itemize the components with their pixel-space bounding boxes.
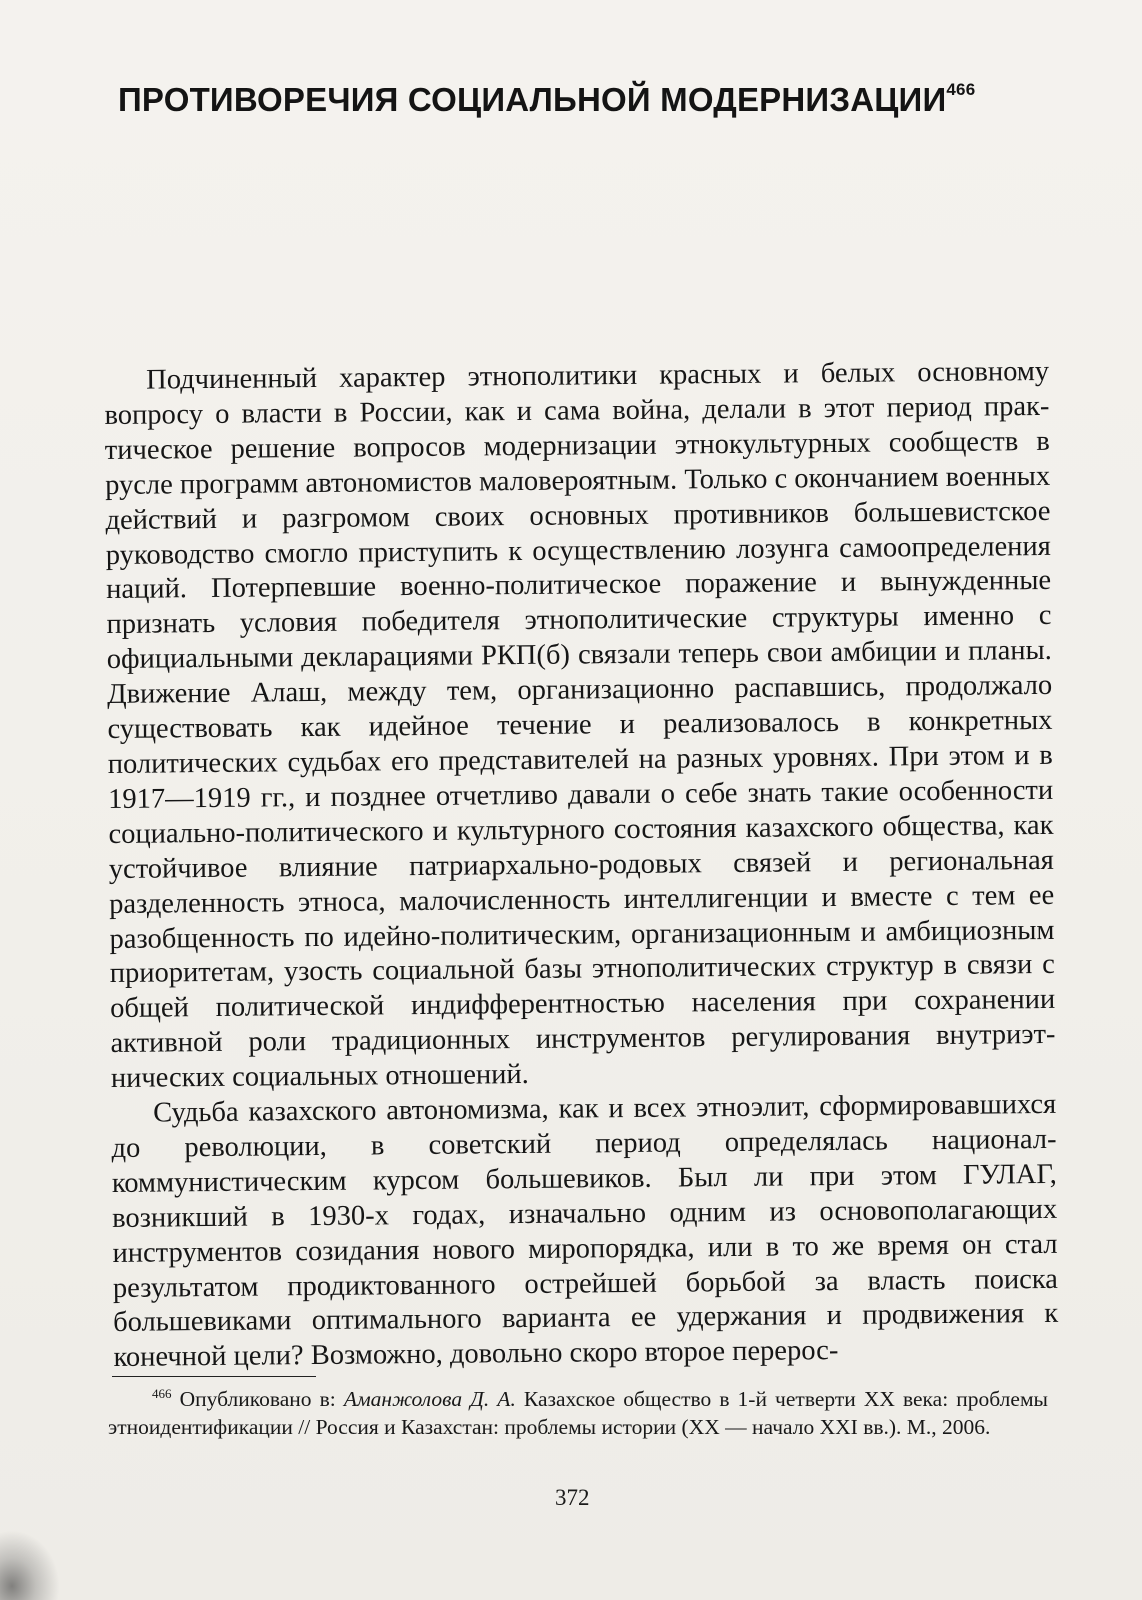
footnote	[108, 1380, 1048, 1441]
paragraph-1: Подчиненный характер этнополитики красных и белых основному вопросу о власти в России, как и сама война, делали в этот период практическое решение вопросов модернизации этнокультурных сообществ в русле программ автономистов маловероятным. Только с окончанием военных действий и разгромом своих основных противников большевистское руководство смогло приступить к осуществлению лозунга самоопределения наций. Потерпевшие военно-политическое поражение и вынужденные признать условия победителя этнополитические структуры именно с официальными декларациями РКП(б) связали теперь свои амбиции и планы. Движение Алаш, между тем, организационно распавшись, продолжало существовать как идейное течение и реализовалось в конкретных политических судьбах его представителей на разных уровнях. При этом и в 1917—1919 гг., и позднее отчетливо давали о себе знать такие особенности социально-политического и культурного состояния казахского общества, как устойчивое влияние патриархально-родовых связей и региональная разделенность этноса, малочисленность интеллигенции и вместе с тем ее разобщенность по идейно-политическим, организационным и амбициозным приоритетам, узость социальной базы этнополитических структур в связи с общей политической индифферентностью населения при сохранении активной роли традиционных инструментов регулирования внутриэтнических социальных отношений.	[104, 355, 1056, 1095]
scan-artifact	[0, 1530, 60, 1600]
footnote-number: 466	[152, 1386, 172, 1401]
footnote-prefix: Опубликовано в:	[179, 1387, 344, 1411]
footnote-separator	[112, 1376, 316, 1377]
chapter-title	[118, 80, 1058, 119]
footnote-text: Казахское общество в 1-й четверти XX века: проблемы этноидентификации // Россия и Казахстан: проблемы истории (XX — начало XXI вв.). М., 2006.	[108, 1387, 1048, 1439]
paragraph-2: Судьба казахского автономизма, как и всех этноэлит, сформировавшихся до революции, в советский период определялась национал-коммунистическим курсом большевиков. Был ли при этом ГУЛАГ, возникший в 1930-х годах, изначально одним из основополагающих инструментов созидания нового миропорядка, или в то же время он стал результатом продиктованного острейшей борьбой за власть поиска большевиками оптимального варианта ее удержания и продвижения к конечной цели? Возможно, довольно скоро второе перерос-	[111, 1088, 1059, 1374]
body-text	[104, 355, 1059, 1376]
title-footnote-marker: 466	[946, 80, 976, 99]
footnote-author: Аманжолова Д. А.	[343, 1387, 516, 1411]
chapter-title-text: ПРОТИВОРЕЧИЯ СОЦИАЛЬНОЙ МОДЕРНИЗАЦИИ	[118, 81, 947, 118]
page-number: 372	[555, 1485, 590, 1510]
